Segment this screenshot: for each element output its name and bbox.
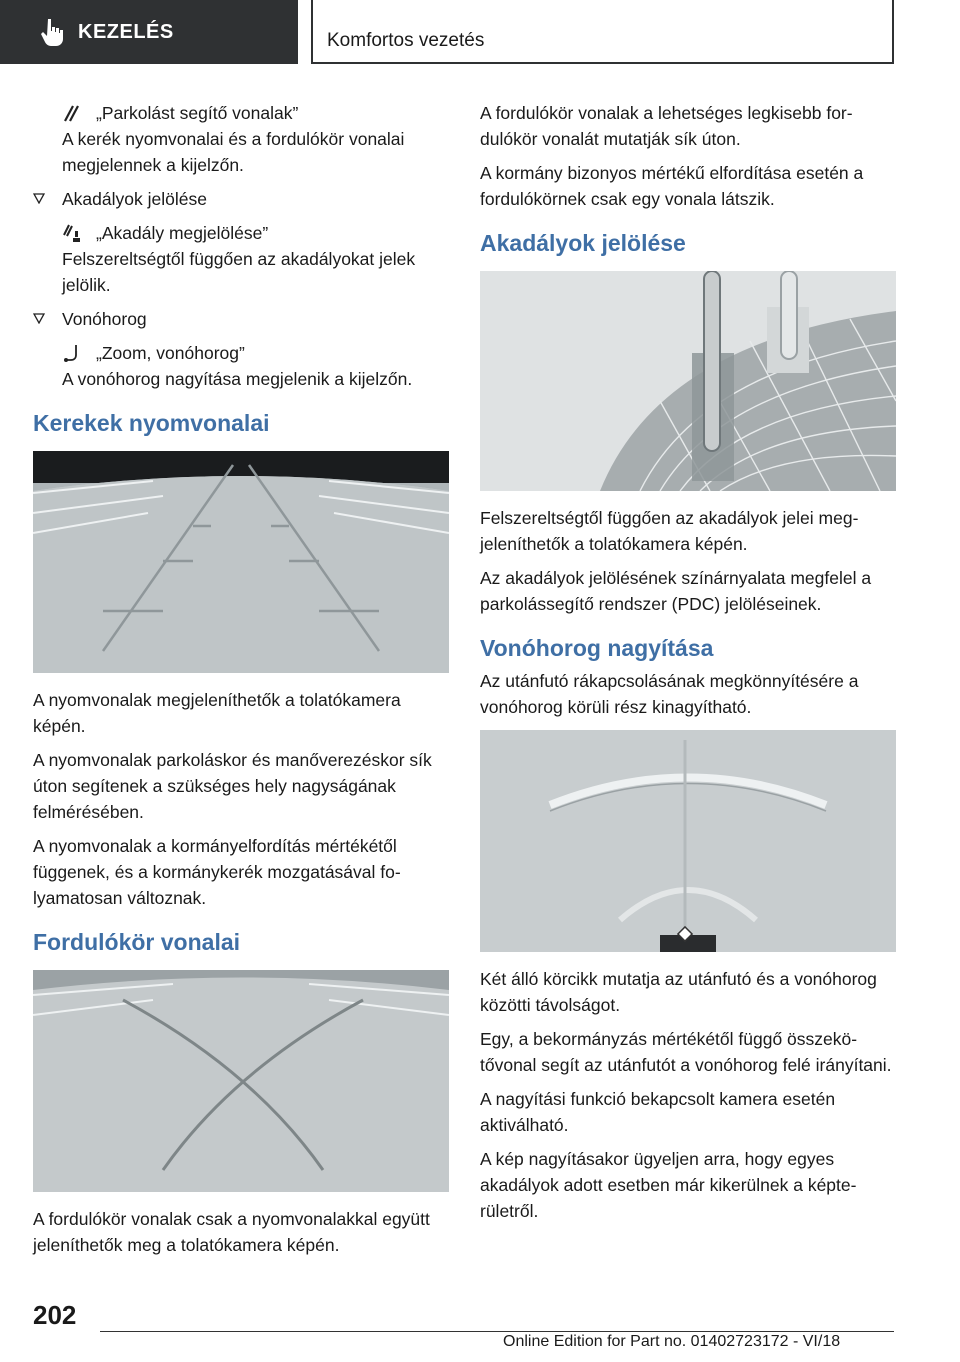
turning-circle-p1: A fordulókör vonalak csak a nyomvonalakkal együtt jeleníthetők meg a tolatókamera képén. — [33, 1209, 430, 1255]
footer-divider — [100, 1331, 894, 1332]
section-label: KEZELÉS — [78, 20, 174, 43]
zoom-desc: A vonóhorog nagyítása megjelenik a kijelzőn. — [62, 369, 413, 389]
heading-turning-circle: Fordulókör vonalai — [33, 929, 241, 955]
hitch-zoom-p3: Egy, a bekormányzás mértékétől függő összekötővonal segít az utánfutót a vonóhorog felé irányítani. — [480, 1029, 892, 1075]
obstacle-desc: Felszereltségtől függően az akadályokat jelek jelölik. — [62, 249, 416, 295]
bullet-tow-hitch — [33, 306, 449, 332]
footer-edition: Online Edition for Part no. 01402723172 - VI/18 — [503, 1333, 841, 1350]
obstacles-p2: Az akadályok jelölésének színárnyalata megfelel a parkolássegítő rendszer (PDC) jelöléseinek. — [480, 568, 872, 614]
triangle-bullet-icon — [33, 313, 45, 324]
zoom-row — [62, 340, 449, 366]
triangle-bullet-icon — [33, 193, 45, 204]
wheel-tracks-p2: A nyomvonalak parkoláskor és manőverezéskor sík úton segítenek a szükséges hely nagyságának felmérésében. — [33, 750, 432, 822]
left-column — [33, 100, 449, 1266]
parking-lines-row — [62, 100, 449, 126]
obstacle-row — [62, 220, 449, 246]
hitch-zoom-image — [480, 730, 896, 952]
heading-hitch-zoom: Vonóhorog nagyítása — [480, 635, 714, 661]
zoom-label: „Zoom, vonóhorog” — [96, 343, 245, 363]
turning-circle-p3: A kormány bizonyos mértékű elfordítása esetén a fordulókörnek csak egy vonala látszik. — [480, 163, 864, 209]
parking-lines-icon — [62, 103, 82, 123]
heading-wheel-tracks: Kerekek nyomvonalai — [33, 410, 270, 436]
chapter-title: Komfortos vezetés — [327, 30, 485, 51]
obstacle-marking-icon — [62, 223, 82, 243]
right-column — [480, 100, 896, 1232]
hitch-zoom-p4: A nagyítási funkció bekapcsolt kamera esetén aktiválható. — [480, 1089, 836, 1135]
bullet-tow-hitch-text: Vonóhorog — [62, 309, 147, 329]
hitch-zoom-p1: Az utánfutó rákapcsolásának megkönnyítésére a vonóhorog körüli rész kinagyítható. — [480, 671, 859, 717]
wheel-tracks-image — [33, 451, 449, 673]
turning-circle-image — [33, 970, 449, 1192]
section-tab — [0, 0, 298, 64]
wheel-tracks-p1: A nyomvonalak megjeleníthetők a tolatókamera képén. — [33, 690, 401, 736]
obstacles-p1: Felszereltségtől függően az akadályok jelei megjeleníthetők a tolatókamera képén. — [480, 508, 859, 554]
hand-pointer-icon — [40, 17, 66, 47]
bullet-obstacles-text: Akadályok jelölése — [62, 189, 207, 209]
tow-hitch-icon — [62, 343, 82, 363]
heading-obstacles: Akadályok jelölése — [480, 230, 686, 256]
hitch-zoom-p2: Két álló körcikk mutatja az utánfutó és a vonóhorog közötti távolságot. — [480, 969, 877, 1015]
obstacles-image — [480, 271, 896, 491]
parking-lines-desc: A kerék nyomvonalai és a fordulókör vonalai megjelennek a kijelzőn. — [62, 129, 405, 175]
parking-lines-label: „Parkolást segítő vonalak” — [96, 103, 299, 123]
bullet-obstacles — [33, 186, 449, 212]
wheel-tracks-p3: A nyomvonalak a kormányelfordítás mértékétől függenek, és a kormánykerék mozgatásával folyamatosan változnak. — [33, 836, 401, 908]
page-number: 202 — [33, 1300, 77, 1330]
chapter-header — [311, 0, 894, 64]
hitch-zoom-p5: A kép nagyításakor ügyeljen arra, hogy egyes akadályok adott esetben már kikerülnek a képterületről. — [480, 1149, 857, 1221]
turning-circle-p2: A fordulókör vonalak a lehetséges legkisebb fordulókör vonalát mutatják sík úton. — [480, 103, 853, 149]
obstacle-label: „Akadály megjelölése” — [96, 223, 269, 243]
